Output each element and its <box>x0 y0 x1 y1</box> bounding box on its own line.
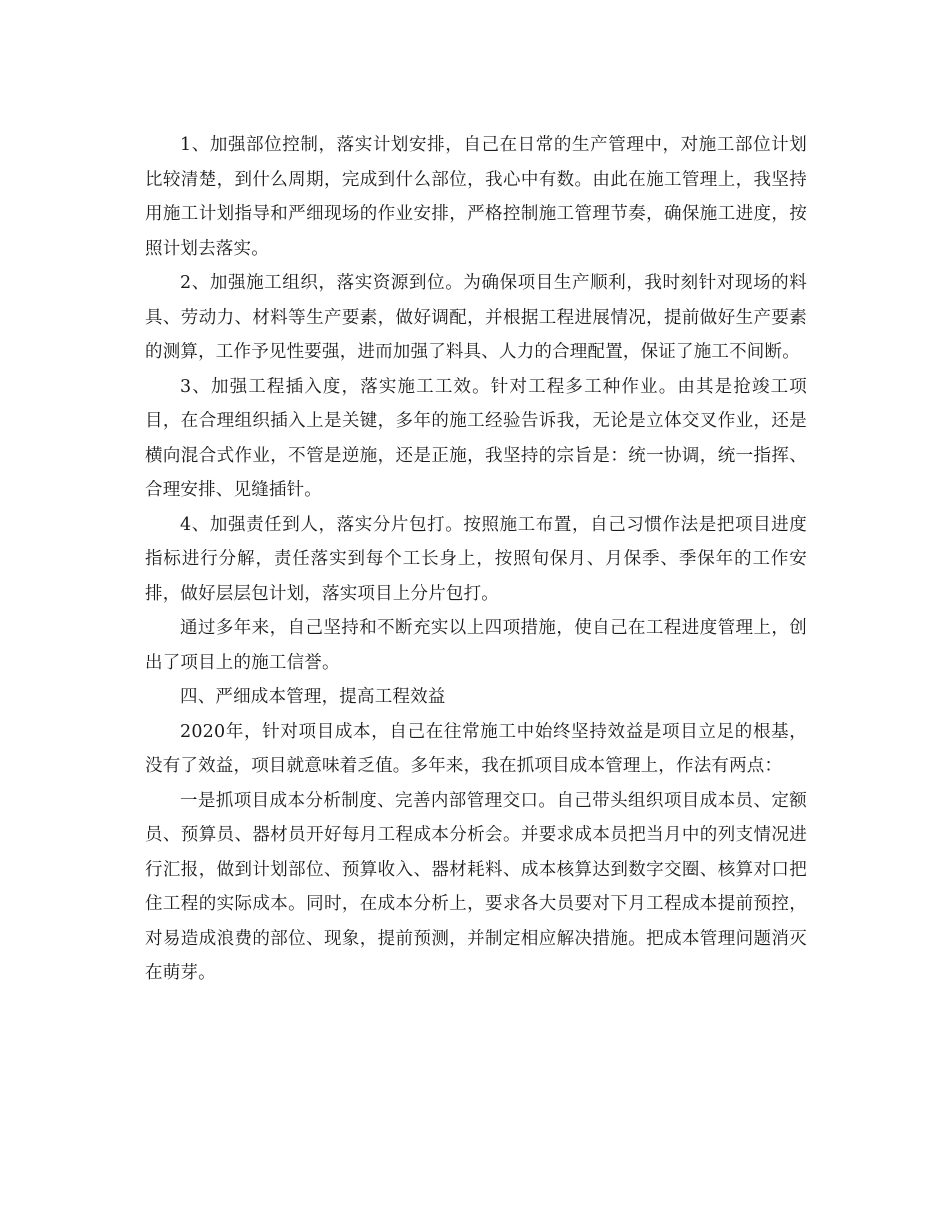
paragraph-cost-intro: 2020年，针对项目成本，自己在往常施工中始终坚持效益是项目立足的根基，没有了效益，项目就意味着乏值。多年来，我在抓项目成本管理上，作法有两点： <box>145 721 807 776</box>
paragraph-schedule-control: 1、加强部位控制，落实计划安排，自己在日常的生产管理中，对施工部位计划比较清楚，到什么周期，完成到什么部位，我心中有数。由此在施工管理上，我坚持用施工计划指导和严细现场的作业安排，严格控制施工管理节奏，确保施工进度，按照计划去落实。 <box>145 135 807 259</box>
document-body <box>145 128 807 991</box>
paragraph-responsibility: 4、加强责任到人，落实分片包打。按照施工布置，自己习惯作法是把项目进度指标进行分解，责任落实到每个工长身上，按照旬保月、月保季、季保年的工作安排，做好层层包计划，落实项目上分片包打。 <box>145 514 807 604</box>
paragraph-summary: 通过多年来，自己坚持和不断充实以上四项措施，使自己在工程进度管理上，创出了项目上的施工信誉。 <box>145 618 807 673</box>
section-heading-cost-management: 四、严细成本管理，提高工程效益 <box>180 687 446 707</box>
paragraph-cost-analysis: 一是抓项目成本分析制度、完善内部管理交口。自己带头组织项目成本员、定额员、预算员、器材员开好每月工程成本分析会。并要求成本员把当月中的列支情况进行汇报，做到计划部位、预算收入、器材耗料、成本核算达到数字交圈、核算对口把住工程的实际成本。同时，在成本分析上，要求各大员要对下月工程成本提前预控，对易造成浪费的部位、现象，提前预测，并制定相应解决措施。把成本管理问题消灭在萌芽。 <box>145 790 807 983</box>
paragraph-work-insertion: 3、加强工程插入度，落实施工工效。针对工程多工种作业。由其是抢竣工项目，在合理组织插入上是关键，多年的施工经验告诉我，无论是立体交叉作业，还是横向混合式作业，不管是逆施，还是正施，我坚持的宗旨是：统一协调，统一指挥、合理安排、见缝插针。 <box>145 376 807 500</box>
paragraph-resource-organization: 2、加强施工组织，落实资源到位。为确保项目生产顺利，我时刻针对现场的料具、劳动力、材料等生产要素，做好调配，并根据工程进展情况，提前做好生产要素的测算，工作予见性要强，进而加强了料具、人力的合理配置，保证了施工不间断。 <box>145 273 807 362</box>
